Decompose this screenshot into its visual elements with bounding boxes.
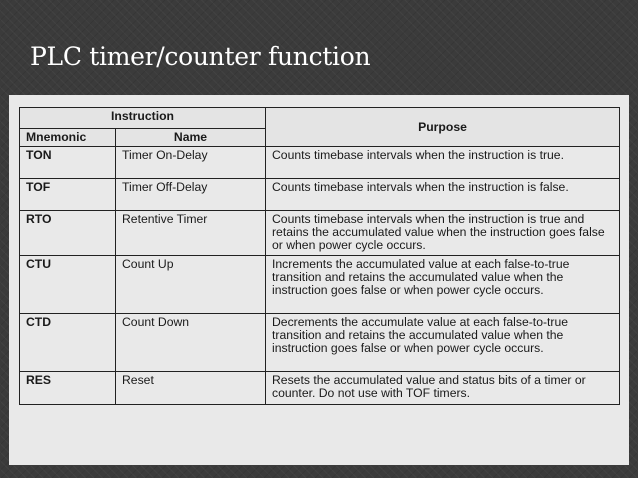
slide-title: PLC timer/counter function	[30, 42, 371, 71]
table-row	[20, 179, 620, 211]
table-row	[20, 211, 620, 256]
mnemonic-cell: CTD	[20, 314, 116, 372]
mnemonic-cell: RTO	[20, 211, 116, 256]
instruction-group-header: Instruction	[20, 108, 266, 129]
purpose-cell: Increments the accumulated value at each false-to-true transition and retains the accumulated value when the instruction goes false or when power cycle occurs.	[266, 256, 620, 314]
instruction-table	[19, 107, 620, 405]
purpose-cell: Resets the accumulated value and status bits of a timer or counter. Do not use with TOF timers.	[266, 372, 620, 405]
mnemonic-header: Mnemonic	[20, 129, 116, 147]
table-row	[20, 372, 620, 405]
mnemonic-cell: TON	[20, 147, 116, 179]
name-cell: Reset	[116, 372, 266, 405]
mnemonic-cell: RES	[20, 372, 116, 405]
table-row	[20, 314, 620, 372]
purpose-cell: Counts timebase intervals when the instruction is true and retains the accumulated value when the instruction goes false or when power cycle occurs.	[266, 211, 620, 256]
purpose-cell: Decrements the accumulate value at each false-to-true transition and retains the accumulated value when the instruction goes false or when power cycle occurs.	[266, 314, 620, 372]
table-row	[20, 147, 620, 179]
table-row	[20, 256, 620, 314]
name-cell: Timer Off-Delay	[116, 179, 266, 211]
mnemonic-cell: CTU	[20, 256, 116, 314]
name-cell: Retentive Timer	[116, 211, 266, 256]
name-cell: Timer On-Delay	[116, 147, 266, 179]
name-cell: Count Up	[116, 256, 266, 314]
mnemonic-cell: TOF	[20, 179, 116, 211]
purpose-cell: Counts timebase intervals when the instruction is true.	[266, 147, 620, 179]
name-header: Name	[116, 129, 266, 147]
purpose-header: Purpose	[266, 108, 620, 147]
instruction-table-image	[9, 95, 629, 465]
name-cell: Count Down	[116, 314, 266, 372]
purpose-cell: Counts timebase intervals when the instruction is false.	[266, 179, 620, 211]
